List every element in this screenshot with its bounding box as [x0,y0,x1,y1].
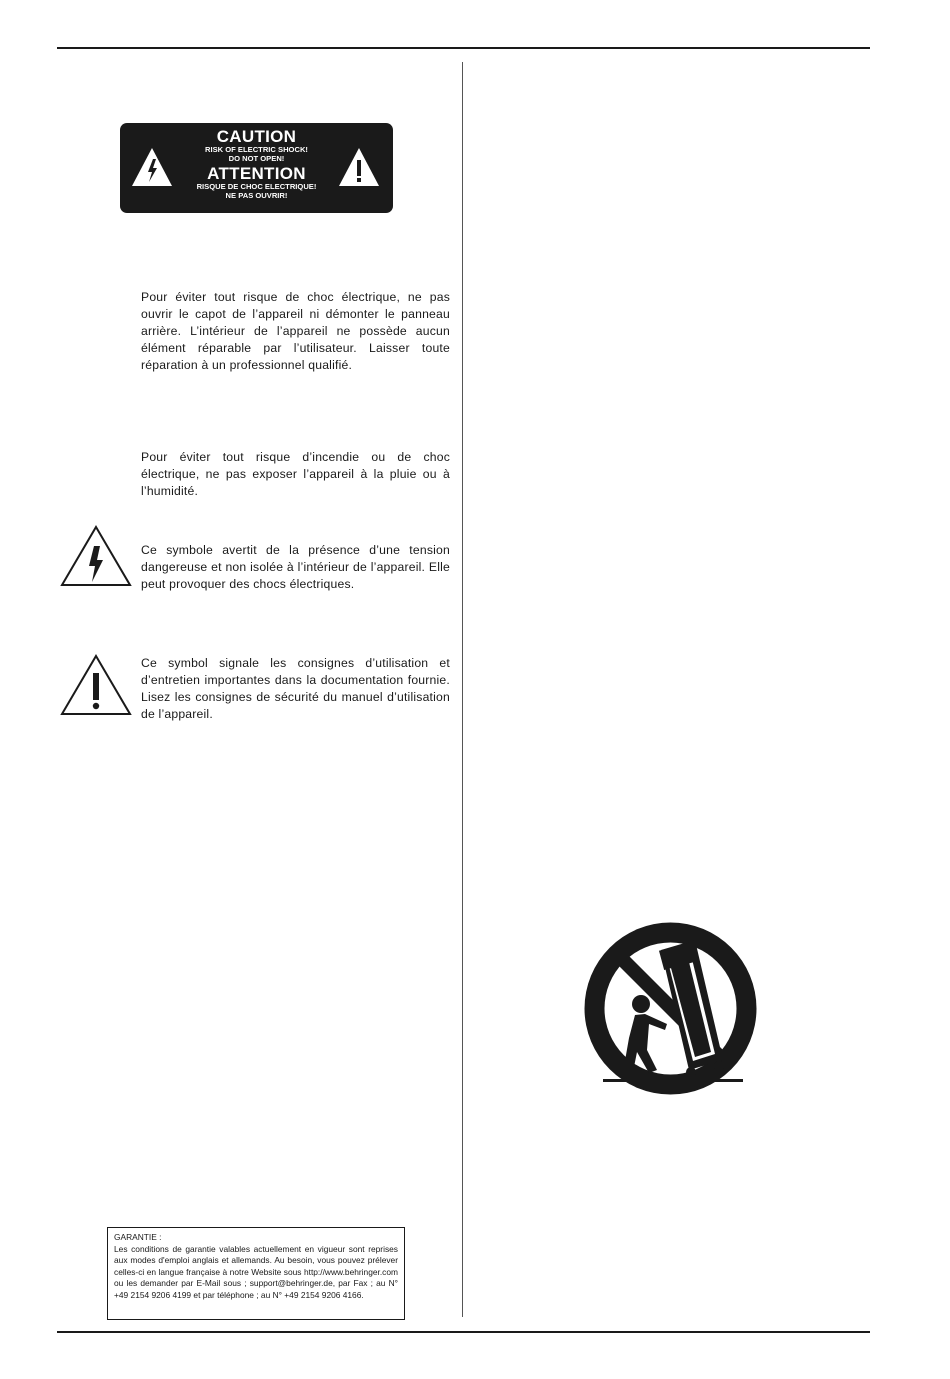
caution-heading: CAUTION [216,127,297,146]
warranty-box [107,1227,405,1320]
caution-line-2: DO NOT OPEN! [228,153,285,163]
exclamation-symbol-text: Ce symbol signale les consignes d’utilisation et d’entretien importantes dans la documentation fournie. Lisez les consignes de sécurité du manuel d’utilisation de l’appareil. [141,656,450,721]
column-divider [462,62,463,1317]
caution-line-1: RISK OF ELECTRIC SHOCK! [205,145,308,154]
warranty-title: GARANTIE : [114,1232,162,1242]
fire-warning-text: Pour éviter tout risque d’incendie ou de choc électrique, ne pas exposer l’appareil à la pluie ou à l’humidité. [141,450,450,498]
top-rule [57,47,870,49]
attention-heading: ATTENTION [207,164,306,184]
exclamation-triangle-icon [59,653,133,717]
exclamation-triangle-icon [337,145,381,189]
caution-label [120,123,393,213]
lightning-triangle-icon [59,524,133,588]
attention-line-1: RISQUE DE CHOC ELECTRIQUE! [196,182,317,192]
caution-label-text [175,128,338,199]
attention-line-2: NE PAS OUVRIR! [225,190,288,200]
bottom-rule [57,1331,870,1333]
warranty-body: Les conditions de garantie valables actuellement en vigueur sont reprises aux modes d'emploi anglais et allemands. Au besoin, vous pouvez prélever celles-ci en langue française à notre Website sous http://www.behringer.com ou les demander par E-Mail sous ; support@behringer.de, par Fax ; au N° +49 2154 9206 4199 et par téléphone ; au N° +49 2154 9206 4166. [114,1243,398,1300]
shock-warning-text: Pour éviter tout risque de choc électrique, ne pas ouvrir le capot de l’appareil ni démonter le panneau arrière. L’intérieur de l’appareil ne possède aucun élément réparable par l’utilisateur. Laisser toute réparation à un professionnel qualifié. [141,290,450,372]
lightning-symbol-text: Ce symbole avertit de la présence d’une tension dangereuse et non isolée à l’intérieur de l’appareil. Elle peut provoquer des chocs électriques. [141,543,450,591]
no-cart-tipover-icon [583,920,758,1097]
lightning-triangle-icon [130,145,174,189]
